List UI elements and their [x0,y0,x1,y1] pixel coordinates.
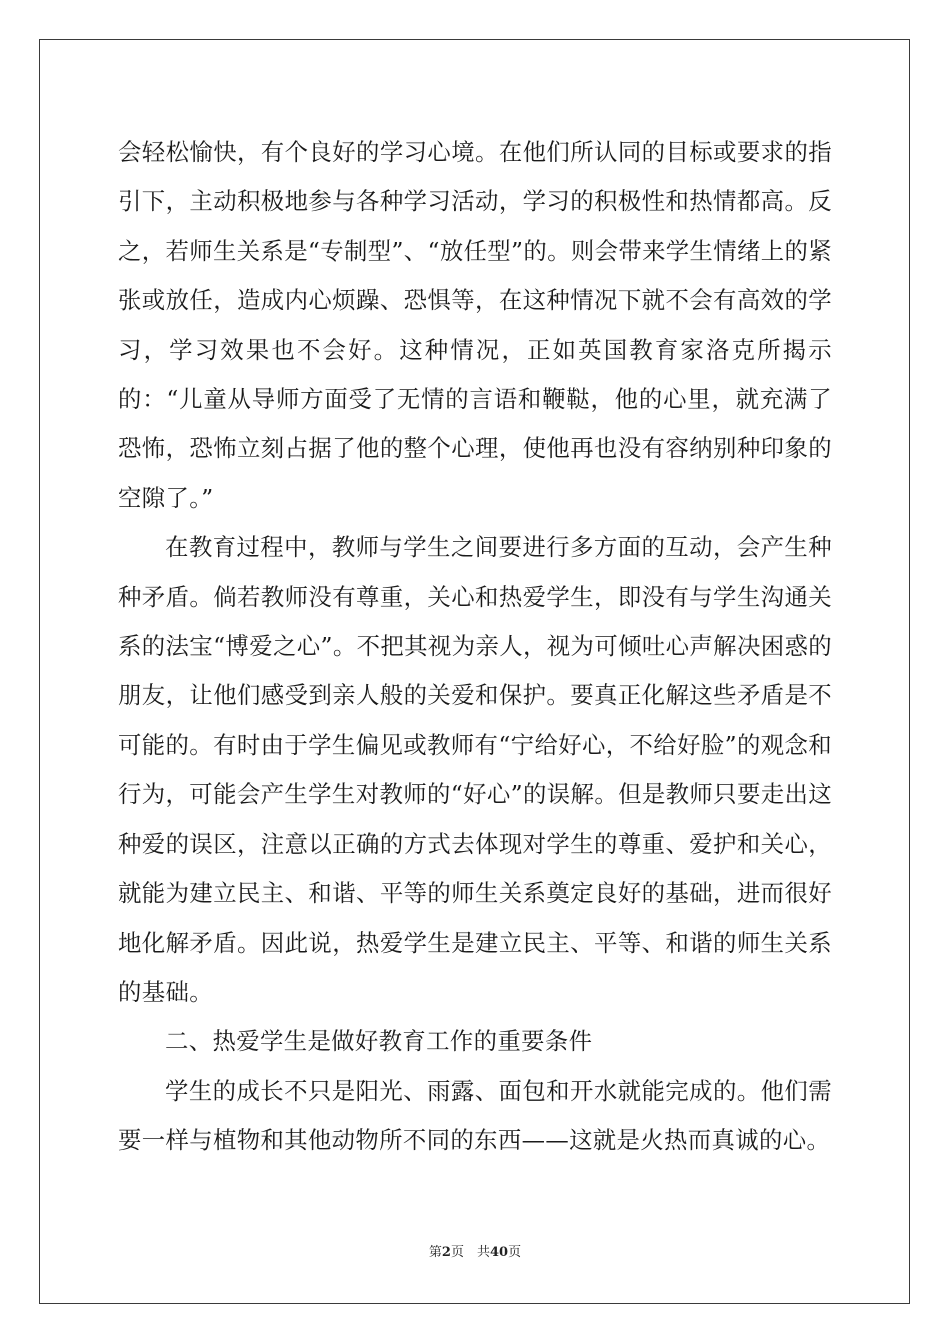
footer-total-pages: 40 [489,1245,509,1260]
footer-mid: 页 共 [450,1245,490,1260]
paragraph: 在教育过程中，教师与学生之间要进行多方面的互动，会产生种种矛盾。倘若教师没有尊重，关心和热爱学生，即没有与学生沟通关系的法宝“博爱之心”。不把其视为亲人，视为可倾吐心声解决困惑的朋友，让他们感受到亲人般的关爱和保护。要真正化解这些矛盾是不可能的。有时由于学生偏见或教师有“宁给好心，不给好脸”的观念和行为，可能会产生学生对教师的“好心”的误解。但是教师只要走出这种爱的误区，注意以正确的方式去体现对学生的尊重、爱护和关心，就能为建立民主、和谐、平等的师生关系奠定良好的基础，进而很好地化解矛盾。因此说，热爱学生是建立民主、平等、和谐的师生关系的基础。 [118,533,832,1006]
page-footer [0,1245,950,1261]
footer-suffix: 页 [508,1245,522,1260]
document-body [118,128,832,1166]
section-heading: 二、热爱学生是做好教育工作的重要条件 [165,1027,593,1056]
footer-page-number: 2 [441,1245,451,1260]
paragraph: 会轻松愉快，有个良好的学习心境。在他们所认同的目标或要求的指引下，主动积极地参与各种学习活动，学习的积极性和热情都高。反之，若师生关系是“专制型”、“放任型”的。则会带来学生情绪上的紧张或放任，造成内心烦躁、恐惧等，在这种情况下就不会有高效的学习，学习效果也不会好。这种情况，正如英国教育家洛克所揭示的：“儿童从导师方面受了无情的言语和鞭鞑，他的心里，就充满了恐怖，恐怖立刻占据了他的整个心理，使他再也没有容纳别种印象的空隙了。” [118,138,832,512]
footer-prefix: 第 [428,1245,442,1260]
paragraph: 学生的成长不只是阳光、雨露、面包和开水就能完成的。他们需要一样与植物和其他动物所不同的东西——这就是火热而真诚的心。 [118,1076,832,1155]
